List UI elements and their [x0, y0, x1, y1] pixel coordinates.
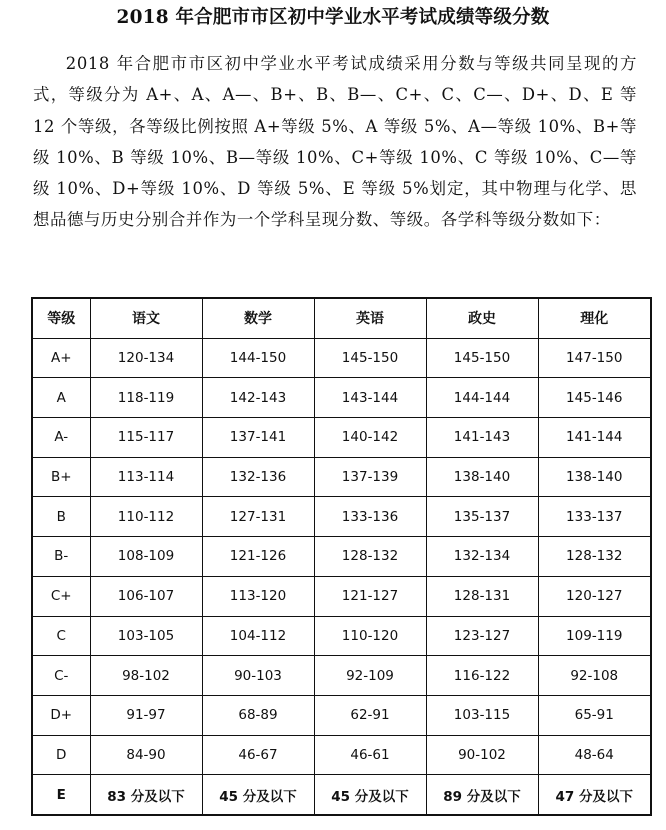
english-cell: 45 分及以下 — [314, 775, 426, 815]
math-cell: 121-126 — [202, 537, 314, 577]
english-cell: 140-142 — [314, 418, 426, 458]
chinese-cell: 103-105 — [90, 616, 202, 656]
english-cell: 137-139 — [314, 457, 426, 497]
english-cell: 46-61 — [314, 735, 426, 775]
politics-history-cell: 103-115 — [426, 695, 538, 735]
math-cell: 45 分及以下 — [202, 775, 314, 815]
politics-history-cell: 135-137 — [426, 497, 538, 537]
chinese-cell: 98-102 — [90, 656, 202, 696]
politics-history-cell: 89 分及以下 — [426, 775, 538, 815]
table-row — [32, 775, 651, 815]
header-grade: 等级 — [32, 298, 90, 338]
table-row — [32, 537, 651, 577]
physics-chemistry-cell: 120-127 — [538, 576, 651, 616]
header-chinese: 语文 — [90, 298, 202, 338]
chinese-cell: 113-114 — [90, 457, 202, 497]
table-row — [32, 418, 651, 458]
english-cell: 143-144 — [314, 378, 426, 418]
table-row — [32, 338, 651, 378]
math-cell: 46-67 — [202, 735, 314, 775]
math-cell: 104-112 — [202, 616, 314, 656]
math-cell: 137-141 — [202, 418, 314, 458]
chinese-cell: 115-117 — [90, 418, 202, 458]
politics-history-cell: 123-127 — [426, 616, 538, 656]
table-row — [32, 695, 651, 735]
politics-history-cell: 116-122 — [426, 656, 538, 696]
english-cell: 133-136 — [314, 497, 426, 537]
grade-cell: B- — [32, 537, 90, 577]
physics-chemistry-cell: 47 分及以下 — [538, 775, 651, 815]
chinese-cell: 108-109 — [90, 537, 202, 577]
table-row — [32, 656, 651, 696]
math-cell: 142-143 — [202, 378, 314, 418]
physics-chemistry-cell: 128-132 — [538, 537, 651, 577]
table-row — [32, 576, 651, 616]
english-cell: 121-127 — [314, 576, 426, 616]
grade-cell: C — [32, 616, 90, 656]
grade-cell: D+ — [32, 695, 90, 735]
grade-cell: A — [32, 378, 90, 418]
table-row — [32, 378, 651, 418]
grade-cell: A- — [32, 418, 90, 458]
header-english: 英语 — [314, 298, 426, 338]
math-cell: 127-131 — [202, 497, 314, 537]
politics-history-cell: 141-143 — [426, 418, 538, 458]
politics-history-cell: 132-134 — [426, 537, 538, 577]
chinese-cell: 106-107 — [90, 576, 202, 616]
table-row — [32, 497, 651, 537]
physics-chemistry-cell: 141-144 — [538, 418, 651, 458]
physics-chemistry-cell: 145-146 — [538, 378, 651, 418]
grade-cell: B — [32, 497, 90, 537]
chinese-cell: 83 分及以下 — [90, 775, 202, 815]
grade-cell: C+ — [32, 576, 90, 616]
english-cell: 128-132 — [314, 537, 426, 577]
math-cell: 113-120 — [202, 576, 314, 616]
physics-chemistry-cell: 92-108 — [538, 656, 651, 696]
header-math: 数学 — [202, 298, 314, 338]
physics-chemistry-cell: 133-137 — [538, 497, 651, 537]
table-row — [32, 735, 651, 775]
grade-cell: E — [32, 775, 90, 815]
physics-chemistry-cell: 147-150 — [538, 338, 651, 378]
grade-cell: B+ — [32, 457, 90, 497]
math-cell: 90-103 — [202, 656, 314, 696]
chinese-cell: 84-90 — [90, 735, 202, 775]
politics-history-cell: 138-140 — [426, 457, 538, 497]
grade-cell: C- — [32, 656, 90, 696]
math-cell: 144-150 — [202, 338, 314, 378]
english-cell: 110-120 — [314, 616, 426, 656]
table-row — [32, 616, 651, 656]
physics-chemistry-cell: 138-140 — [538, 457, 651, 497]
math-cell: 132-136 — [202, 457, 314, 497]
english-cell: 145-150 — [314, 338, 426, 378]
chinese-cell: 120-134 — [90, 338, 202, 378]
chinese-cell: 110-112 — [90, 497, 202, 537]
english-cell: 62-91 — [314, 695, 426, 735]
header-physics-chemistry: 理化 — [538, 298, 651, 338]
politics-history-cell: 128-131 — [426, 576, 538, 616]
table-header-row — [32, 298, 651, 338]
math-cell: 68-89 — [202, 695, 314, 735]
english-cell: 92-109 — [314, 656, 426, 696]
header-politics-history: 政史 — [426, 298, 538, 338]
politics-history-cell: 90-102 — [426, 735, 538, 775]
chinese-cell: 91-97 — [90, 695, 202, 735]
document-title: 2018 年合肥市市区初中学业水平考试成绩等级分数 — [116, 7, 550, 28]
politics-history-cell: 145-150 — [426, 338, 538, 378]
chinese-cell: 118-119 — [90, 378, 202, 418]
physics-chemistry-cell: 65-91 — [538, 695, 651, 735]
grade-cell: D — [32, 735, 90, 775]
physics-chemistry-cell: 48-64 — [538, 735, 651, 775]
intro-paragraph: 2018 年合肥市市区初中学业水平考试成绩采用分数与等级共同呈现的方式，等级分为 A+、A、A—、B+、B、B—、C+、C、C—、D+、D、E 等 12 个等级，各等级比例按照 A+等级 5%、A 等级 5%、A—等级 10%、B+等级 10%、B 等级 10%、B—等级 10%、C+等级 10%、C 等级 10%、C—等级 10%、D+等级 10%、D 等级 5%、E 等级 5%划定，其中物理与化学、思想品德与历史分别合并作为一个学科呈现分数、等级。各学科等级分数如下： — [33, 54, 637, 230]
grade-cell: A+ — [32, 338, 90, 378]
politics-history-cell: 144-144 — [426, 378, 538, 418]
grade-score-table — [31, 297, 652, 816]
table-row — [32, 457, 651, 497]
physics-chemistry-cell: 109-119 — [538, 616, 651, 656]
